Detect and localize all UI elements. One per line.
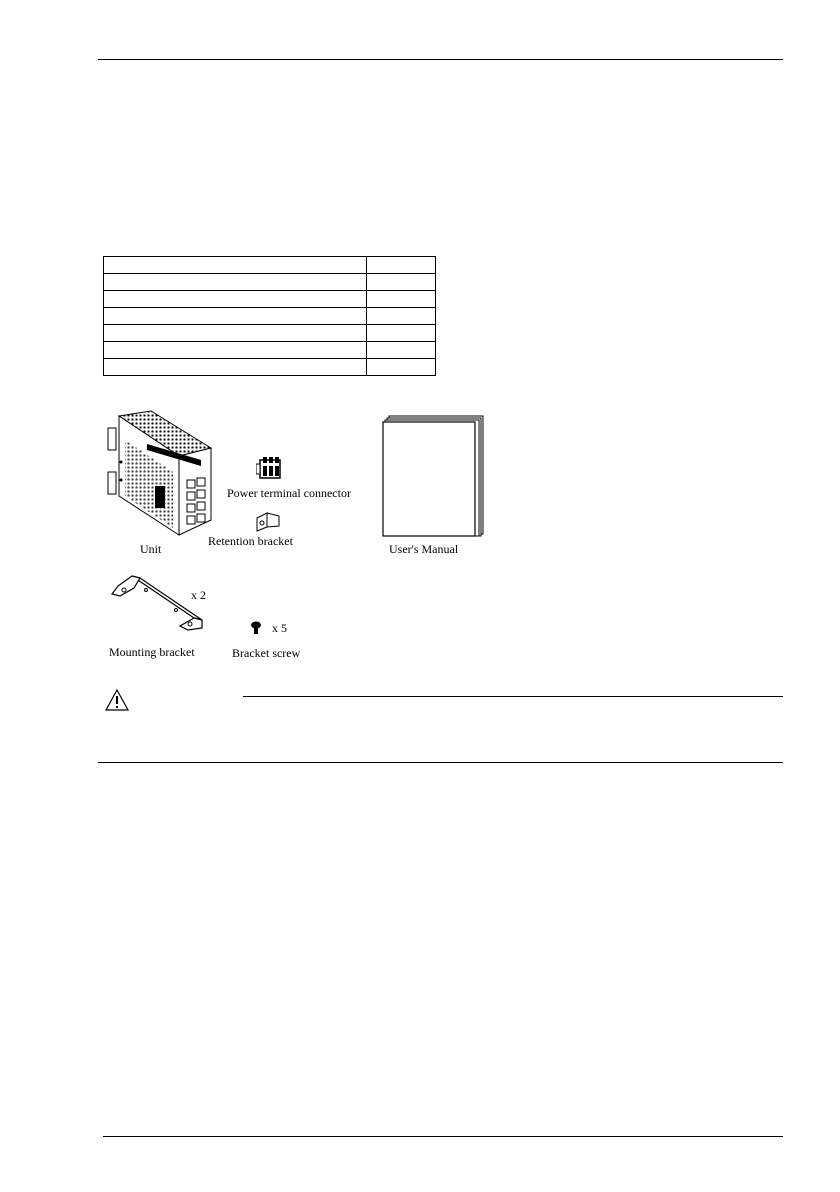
item-cell — [104, 325, 367, 342]
qty-cell — [367, 257, 436, 274]
power-terminal-connector-illustration — [256, 456, 286, 482]
users-manual-caption: User's Manual — [389, 542, 459, 556]
qty-cell — [367, 274, 436, 291]
table-row — [104, 359, 436, 376]
mounting-bracket-caption: Mounting bracket — [109, 645, 195, 659]
unit-illustration — [103, 410, 215, 540]
qty-cell — [367, 342, 436, 359]
retention-bracket-illustration — [255, 512, 281, 532]
item-cell — [104, 308, 367, 325]
package-contents-table — [103, 256, 436, 376]
qty-cell — [367, 325, 436, 342]
item-cell — [104, 257, 367, 274]
qty-cell — [367, 308, 436, 325]
table-row — [104, 342, 436, 359]
table-row — [104, 291, 436, 308]
qty-cell — [367, 359, 436, 376]
power-terminal-connector-caption: Power terminal connector — [227, 486, 351, 500]
caution-rule — [243, 696, 783, 697]
table-row — [104, 257, 436, 274]
bracket-screw-quantity: x 5 — [272, 621, 287, 635]
mounting-bracket-quantity: x 2 — [191, 588, 206, 602]
item-cell — [104, 291, 367, 308]
retention-bracket-caption: Retention bracket — [208, 534, 293, 548]
header-rule — [98, 59, 783, 60]
warning-triangle-icon — [104, 688, 130, 712]
table-row — [104, 274, 436, 291]
item-cell — [104, 274, 367, 291]
footer-rule — [103, 1136, 783, 1137]
mounting-bracket-illustration — [110, 574, 210, 634]
table-row — [104, 308, 436, 325]
item-cell — [104, 342, 367, 359]
item-cell — [104, 359, 367, 376]
table-row — [104, 325, 436, 342]
users-manual-illustration — [382, 415, 486, 537]
section-divider — [98, 762, 783, 763]
bracket-screw-caption: Bracket screw — [232, 646, 301, 660]
qty-cell — [367, 291, 436, 308]
unit-caption: Unit — [140, 542, 162, 556]
bracket-screw-illustration — [249, 621, 263, 635]
